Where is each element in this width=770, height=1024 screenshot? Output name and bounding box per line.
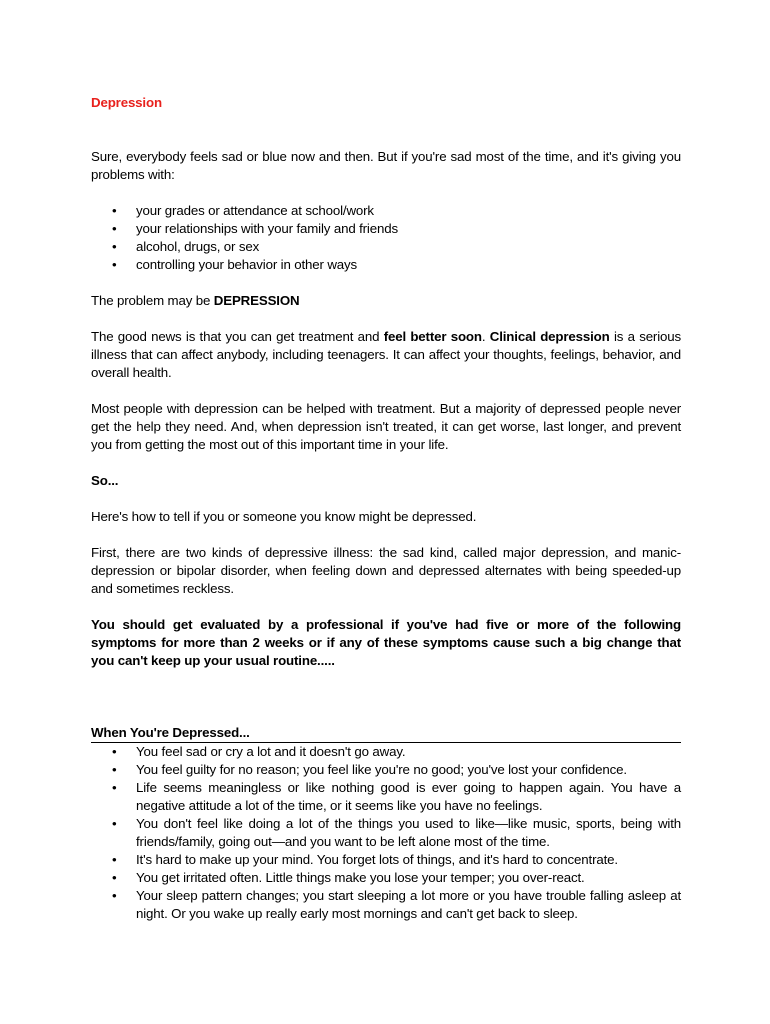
problems-list [91,202,681,274]
list-item: • Life seems meaningless or like nothing good is ever going to happen again. You have a negative attitude a lot of the time, or it seems like you have no feelings. [112,780,681,813]
list-item: • You feel guilty for no reason; you feel like you're no good; you've lost your confidence. [112,762,627,777]
document-body [91,94,681,923]
section-spacer [91,688,681,724]
bullet-icon: • [112,221,117,236]
treatment-paragraph: Most people with depression can be helped with treatment. But a majority of depressed people never get the help they need. And, when depression isn't treated, it can get worse, last longer, and prevent you from getting the most out of this important time in your life. [91,401,681,452]
bullet-icon: • [112,870,117,885]
kinds-paragraph: First, there are two kinds of depressive illness: the sad kind, called major depression, and manic-depression or bipolar disorder, when feeling down and depressed alternates with being speeded-up and sometimes reckless. [91,545,681,596]
list-item: • You get irritated often. Little things make you lose your temper; you over-react. [112,870,585,885]
so-line: So... [91,473,119,488]
problem-statement: The problem may be DEPRESSION [91,293,300,308]
list-item: • Your sleep pattern changes; you start sleeping a lot more or you have trouble falling asleep at night. Or you wake up really early most mornings and can't get back to sleep. [112,888,681,921]
list-item: • You feel sad or cry a lot and it doesn't go away. [112,744,406,759]
bullet-icon: • [112,239,117,254]
how-to-tell-paragraph: Here's how to tell if you or someone you know might be depressed. [91,509,477,524]
bullet-icon: • [112,762,117,777]
good-news-paragraph: The good news is that you can get treatment and feel better soon. Clinical depression is a serious illness that can affect anybody, including teenagers. It can affect your thoughts, feelings, behavior, and overall health. [91,329,682,380]
list-item: • alcohol, drugs, or sex [112,239,260,254]
bullet-icon: • [112,744,117,759]
bullet-icon: • [112,852,117,867]
symptoms-list [91,743,681,923]
page-title: Depression [91,95,162,110]
bullet-icon: • [112,780,117,795]
section-heading: When You're Depressed... [91,724,681,743]
list-item: • your grades or attendance at school/work [112,203,374,218]
intro-paragraph: Sure, everybody feels sad or blue now and then. But if you're sad most of the time, and it's giving you problems with: [91,149,681,182]
bullet-icon: • [112,816,117,831]
bullet-icon: • [112,257,117,272]
bullet-icon: • [112,203,117,218]
list-item: • You don't feel like doing a lot of the things you used to like—like music, sports, being with friends/family, going out—and you want to be left alone most of the time. [112,816,681,849]
evaluation-paragraph: You should get evaluated by a professional if you've had five or more of the following symptoms for more than 2 weeks or if any of these symptoms cause such a big change that you can't keep up your usual routine..... [91,617,681,668]
list-item: • your relationships with your family and friends [112,221,398,236]
depression-emphasis: DEPRESSION [213,293,300,308]
bullet-icon: • [112,888,117,903]
list-item: • It's hard to make up your mind. You forget lots of things, and it's hard to concentrate. [112,852,618,867]
list-item: • controlling your behavior in other ways [112,257,358,272]
